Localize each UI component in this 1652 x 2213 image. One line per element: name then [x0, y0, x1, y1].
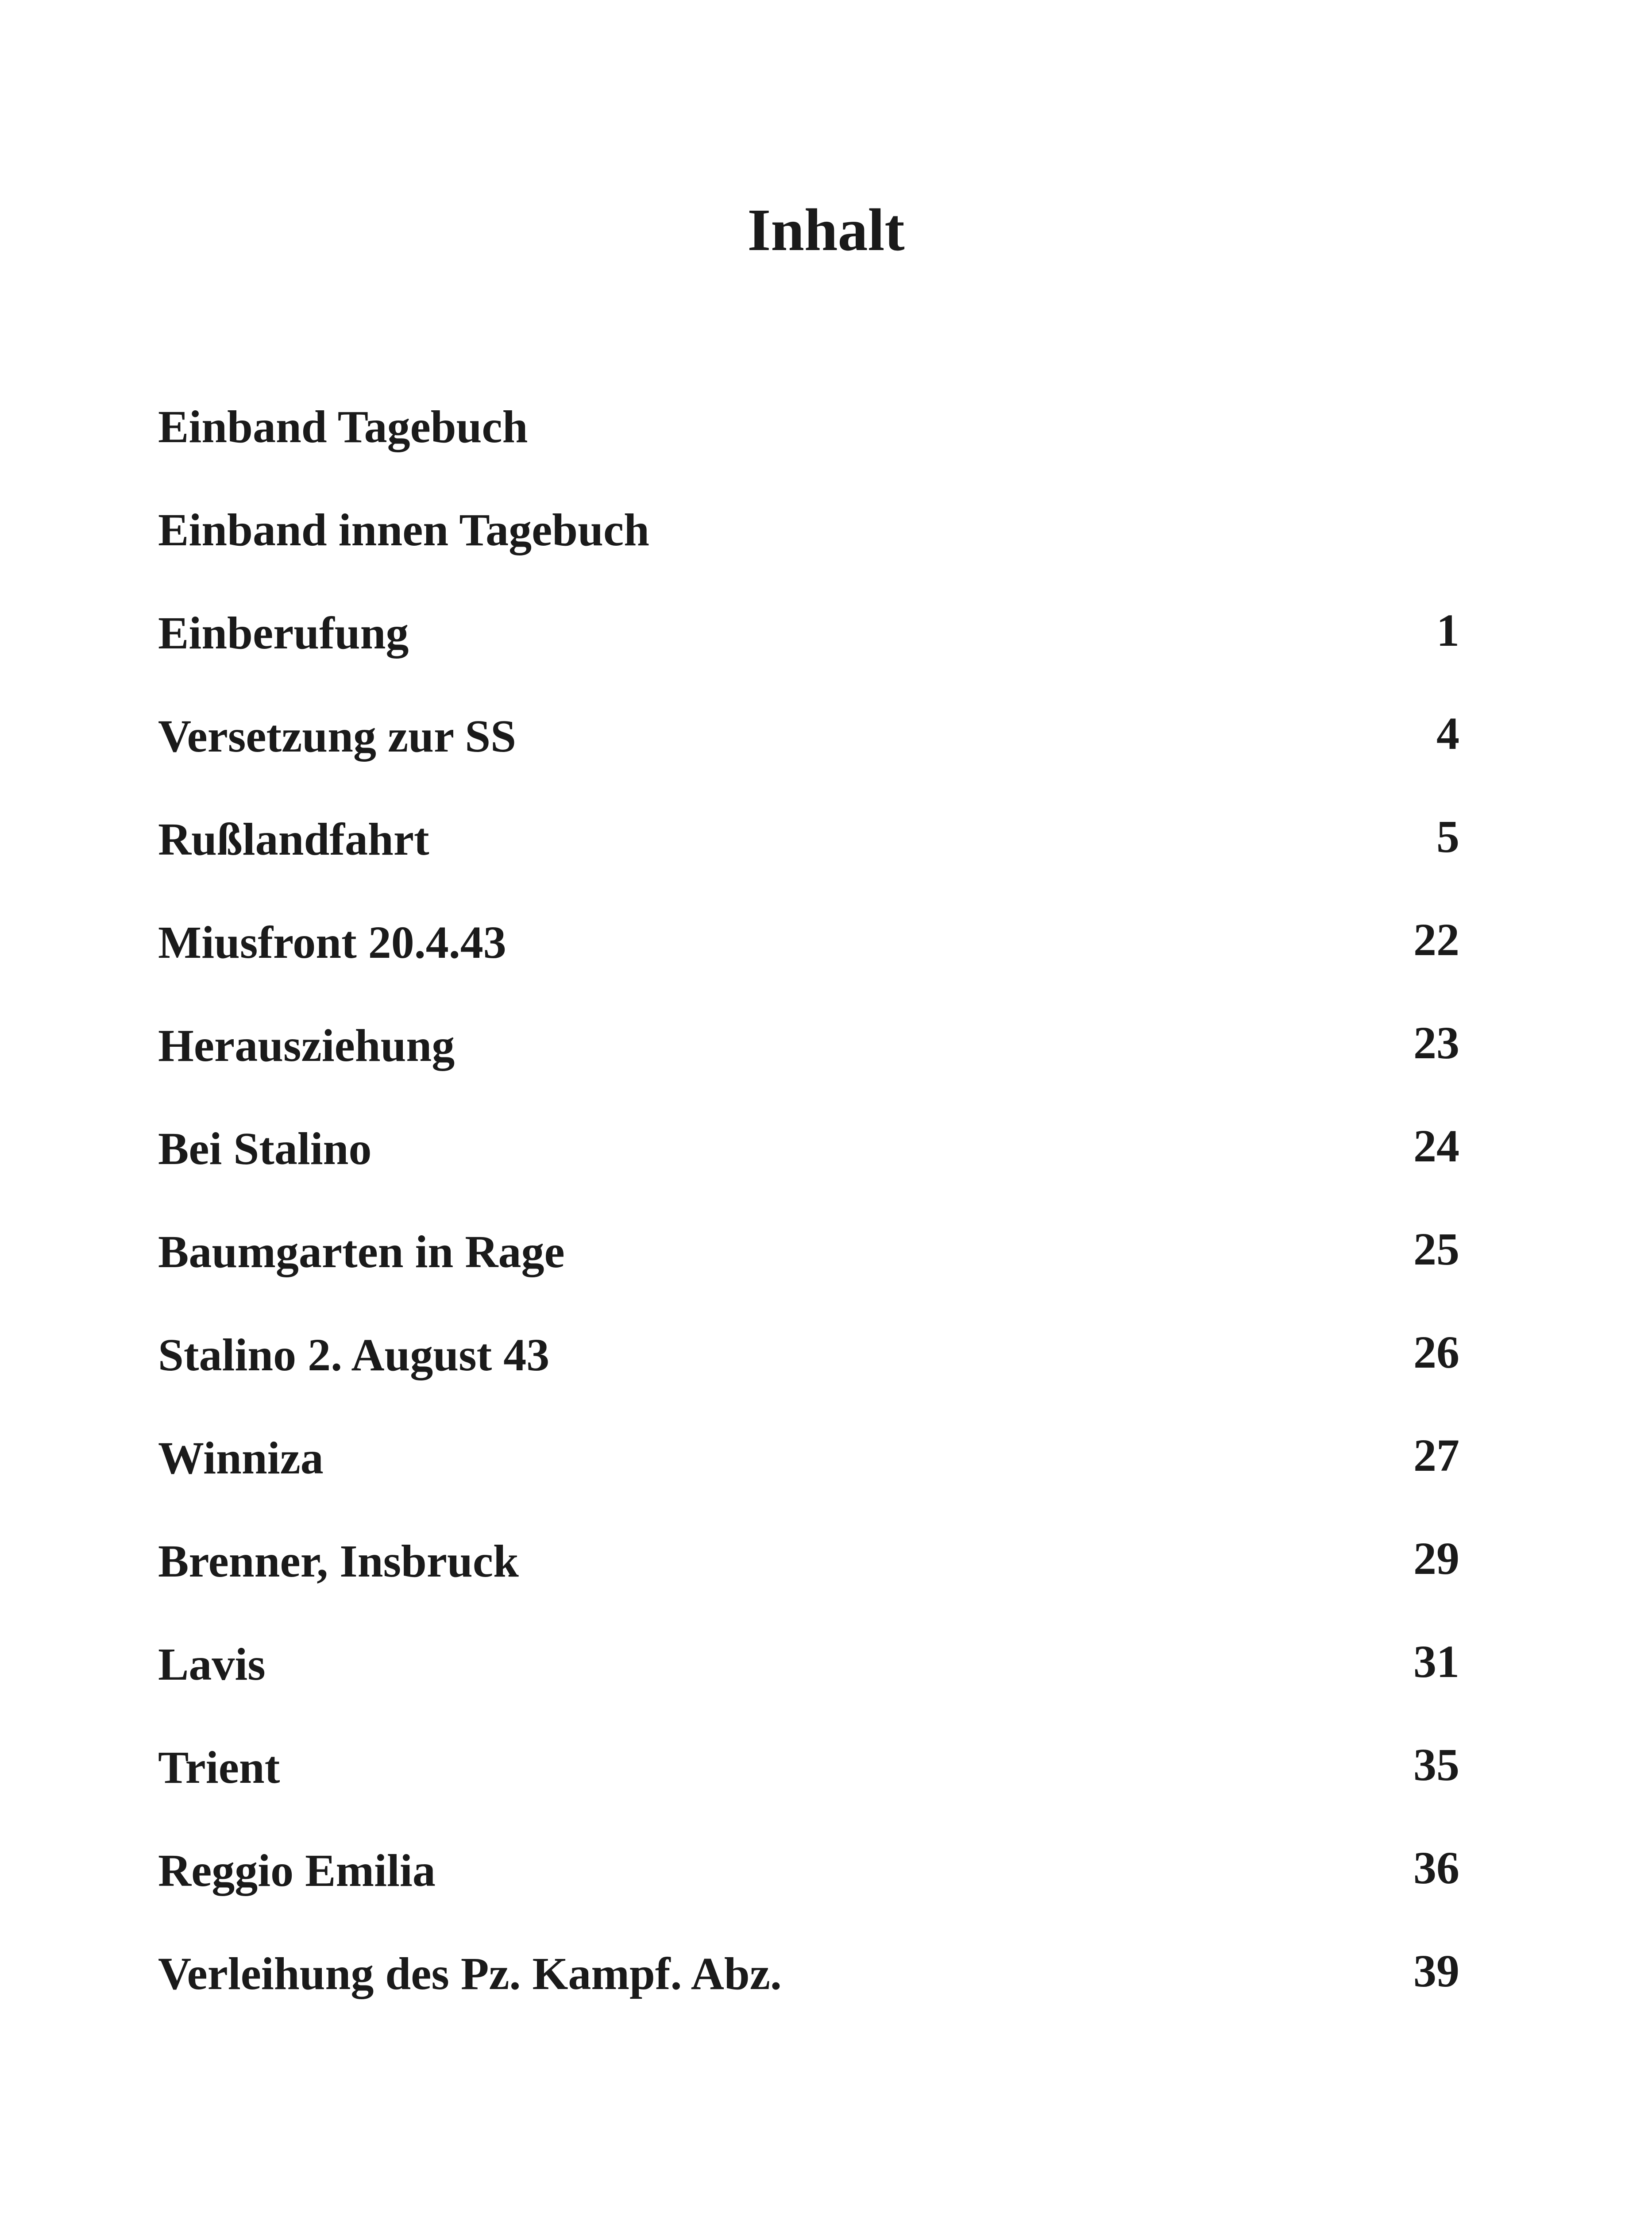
table-of-contents	[158, 398, 1459, 2048]
toc-entry-title: Einberufung	[158, 608, 409, 659]
toc-entry-page: 4	[1436, 708, 1459, 759]
toc-entry-title: Brenner, Insbruck	[158, 1536, 519, 1587]
toc-entry-page: 1	[1436, 605, 1459, 656]
toc-entry-page: 27	[1413, 1430, 1459, 1481]
toc-entry	[158, 1842, 1459, 1945]
toc-entry-title: Rußlandfahrt	[158, 814, 429, 865]
toc-entry	[158, 1120, 1459, 1223]
toc-entry	[158, 914, 1459, 1017]
toc-entry	[158, 1636, 1459, 1739]
toc-entry-page: 31	[1413, 1636, 1459, 1687]
toc-entry-title: Lavis	[158, 1639, 266, 1690]
toc-entry-title: Einband Tagebuch	[158, 401, 528, 452]
toc-entry-title: Einband innen Tagebuch	[158, 505, 649, 555]
toc-entry-page: 29	[1413, 1533, 1459, 1584]
toc-entry-page: 25	[1413, 1224, 1459, 1275]
toc-entry	[158, 708, 1459, 811]
toc-entry	[158, 398, 1459, 501]
toc-entry-page: 22	[1413, 914, 1459, 965]
toc-entry	[158, 1945, 1459, 2048]
toc-entry-page: 24	[1413, 1121, 1459, 1172]
toc-entry-page: 5	[1436, 811, 1459, 862]
toc-entry-title: Miusfront 20.4.43	[158, 917, 506, 968]
toc-entry	[158, 1533, 1459, 1636]
toc-entry-title: Winniza	[158, 1433, 324, 1484]
toc-entry	[158, 811, 1459, 914]
toc-entry-title: Reggio Emilia	[158, 1845, 436, 1896]
toc-entry-title: Herausziehung	[158, 1020, 455, 1071]
toc-entry-title: Bei Stalino	[158, 1123, 372, 1174]
toc-entry-page: 39	[1413, 1946, 1459, 1997]
toc-entry	[158, 1017, 1459, 1120]
toc-entry-title: Versetzung zur SS	[158, 711, 516, 762]
toc-entry	[158, 1430, 1459, 1533]
toc-entry-page: 23	[1413, 1018, 1459, 1068]
toc-entry	[158, 605, 1459, 708]
toc-entry-title: Stalino 2. August 43	[158, 1330, 550, 1380]
toc-entry-title: Trient	[158, 1742, 280, 1793]
toc-entry	[158, 1223, 1459, 1326]
toc-entry	[158, 501, 1459, 605]
toc-entry	[158, 1739, 1459, 1842]
toc-entry-page: 26	[1413, 1327, 1459, 1378]
page-title: Inhalt	[747, 197, 905, 263]
toc-entry-title: Verleihung des Pz. Kampf. Abz.	[158, 1948, 782, 1999]
toc-entry-title: Baumgarten in Rage	[158, 1226, 565, 1277]
toc-entry-page: 35	[1413, 1739, 1459, 1790]
toc-entry	[158, 1326, 1459, 1430]
toc-entry-page: 36	[1413, 1843, 1459, 1893]
